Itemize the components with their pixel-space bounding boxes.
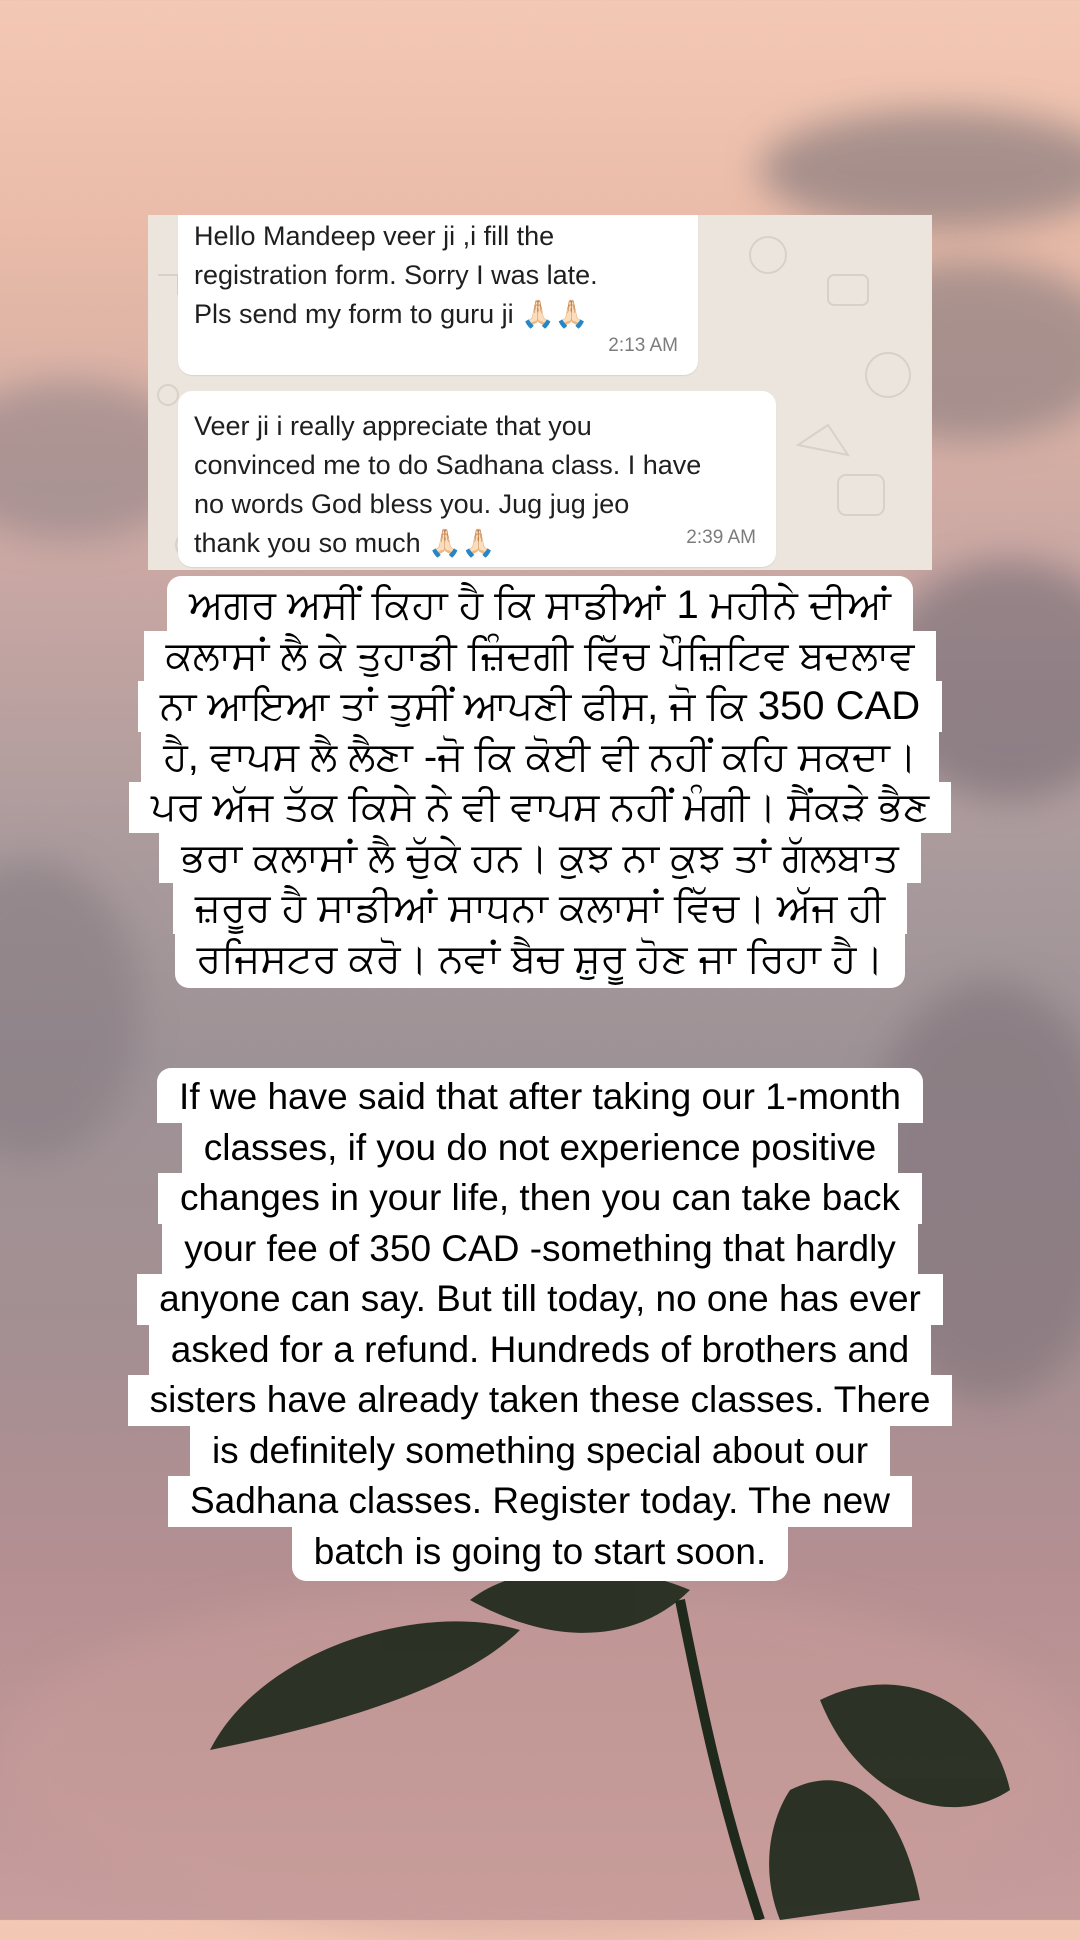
message-text: Hello Mandeep veer ji ,i fill the registration form. Sorry I was late. Pls send my form to guru ji 🙏🏻🙏🏻 [194, 221, 598, 329]
caption-line: asked for a refund. Hundreds of brothers and [149, 1325, 931, 1376]
caption-line: ਹੈ, ਵਾਪਸ ਲੈ ਲੈਣਾ -ਜੋ ਕਿ ਕੋਈ ਵੀ ਨਹੀਂ ਕਹਿ ਸਕਦਾ। [141, 732, 939, 783]
caption-line: ਜ਼ਰੂਰ ਹੈ ਸਾਡੀਆਂ ਸਾਧਨਾ ਕਲਾਸਾਂ ਵਿੱਚ। ਅੱਜ ਹੀ [173, 883, 907, 934]
caption-line: Sadhana classes. Register today. The new [168, 1476, 912, 1527]
chat-screenshot [148, 215, 932, 570]
caption-punjabi [0, 576, 1080, 988]
caption-line: ਭਰਾ ਕਲਾਸਾਂ ਲੈ ਚੁੱਕੇ ਹਨ। ਕੁਝ ਨਾ ਕੁਝ ਤਾਂ ਗੱਲਬਾਤ [159, 833, 920, 884]
caption-english [0, 1068, 1080, 1581]
message-timestamp: 2:13 AM [608, 335, 678, 356]
caption-line: batch is going to start soon. [292, 1527, 789, 1582]
caption-line: ਅਗਰ ਅਸੀਂ ਕਿਹਾ ਹੈ ਕਿ ਸਾਡੀਆਂ 1 ਮਹੀਨੇ ਦੀਆਂ [167, 576, 913, 631]
caption-line: ਰਜਿਸਟਰ ਕਰੋ। ਨਵਾਂ ਬੈਚ ਸ਼ੁਰੂ ਹੋਣ ਜਾ ਰਿਹਾ ਹੈ। [175, 934, 906, 989]
caption-line: classes, if you do not experience positive [182, 1123, 899, 1174]
caption-line: ਪਰ ਅੱਜ ਤੱਕ ਕਿਸੇ ਨੇ ਵੀ ਵਾਪਸ ਨਹੀਂ ਮੰਗੀ। ਸੈਂਕੜੇ ਭੈਣ [129, 782, 951, 833]
chat-message [178, 215, 698, 375]
caption-line: If we have said that after taking our 1-month [157, 1068, 923, 1123]
caption-line: ਕਲਾਸਾਂ ਲੈ ਕੇ ਤੁਹਾਡੀ ਜ਼ਿੰਦਗੀ ਵਿੱਚ ਪੌਜ਼ਿਟਿਵ ਬਦਲਾਵ [144, 631, 937, 682]
message-text: Veer ji i really appreciate that you convinced me to do Sadhana class. I have no words God bless you. Jug jug jeo thank you so much 🙏🏻🙏🏻 [194, 411, 702, 558]
caption-line: changes in your life, then you can take back [158, 1173, 922, 1224]
caption-line: anyone can say. But till today, no one has ever [137, 1274, 943, 1325]
caption-line: ਨਾ ਆਇਆ ਤਾਂ ਤੁਸੀਂ ਆਪਣੀ ਫੀਸ, ਜੋ ਕਿ 350 CAD [138, 681, 942, 732]
caption-line: your fee of 350 CAD -something that hardly [162, 1224, 918, 1275]
message-timestamp: 2:39 AM [686, 527, 756, 548]
caption-line: sisters have already taken these classes. There [128, 1375, 953, 1426]
chat-message [178, 391, 776, 567]
caption-line: is definitely something special about our [190, 1426, 890, 1477]
